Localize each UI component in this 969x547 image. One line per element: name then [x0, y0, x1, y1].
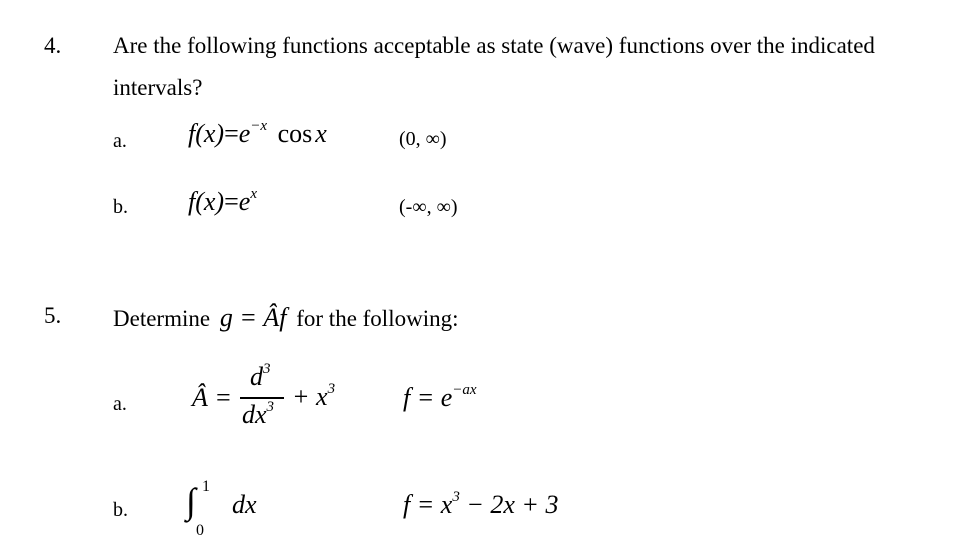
problem-5b-integral [186, 478, 226, 542]
problem-5-statement [113, 303, 458, 333]
problem-5-text-after: for the following: [296, 306, 459, 331]
problem-4a-interval: (0, ∞) [399, 128, 447, 150]
problem-5a-numerator-exp: 3 [263, 361, 271, 377]
problem-5b-upper-limit: 1 [202, 478, 210, 495]
problem-5a-fraction [240, 362, 284, 438]
problem-4a-trig: cos [277, 119, 313, 148]
problem-5b-f: $f = x^3 - 2x + 3$ [403, 489, 559, 519]
problem-4a-exponent: −x [250, 118, 268, 134]
problem-5a-operator: Â = [192, 383, 232, 412]
problem-4a-lhs: f(x) [188, 119, 225, 148]
problem-5a-label: a. [113, 393, 127, 415]
problem-4a-trig-arg: x [315, 119, 327, 148]
problem-4b-eq: = [224, 187, 239, 216]
problem-4a-label: a. [113, 130, 127, 152]
problem-4b-function [188, 187, 257, 217]
problem-4-question-line1: Are the following functions acceptable as state (wave) functions over the indicated [113, 33, 875, 58]
problem-5a-fraction-bar [240, 397, 284, 399]
problem-5a-denominator: $dx^3$ [242, 399, 275, 429]
problem-4b-lhs: f(x) [188, 187, 225, 216]
problem-4a-eq: = [224, 119, 239, 148]
problem-4b-label: b. [113, 196, 128, 218]
problem-5b-integrand: dx [232, 490, 257, 519]
problem-4b-exponent: x [250, 186, 257, 202]
problem-4b-base: e [238, 187, 251, 216]
problem-5b-f-rest: − 2x + 3 [459, 490, 559, 519]
integral-icon: ∫ [186, 481, 196, 521]
problem-4-number: 4. [44, 33, 62, 58]
problem-5a-numerator: $d^3$ [250, 361, 271, 391]
problem-5a-denominator-exp: 3 [266, 399, 275, 415]
problem-4a-function [188, 119, 327, 149]
problem-5a-f-exp: −ax [452, 382, 477, 398]
problem-5a-f: $f = e^{-ax}$ [403, 382, 477, 412]
problem-5a-plus-term: + $x^3$ [292, 381, 336, 411]
problem-5a-plus-term-exp: 3 [327, 381, 336, 397]
problem-5-number: 5. [44, 303, 62, 328]
problem-4a-base: e [238, 119, 251, 148]
problem-5-expression: g = Âf [219, 303, 287, 332]
problem-5-text-before: Determine [113, 306, 211, 331]
problem-5b-f-exp: 3 [452, 489, 460, 505]
problem-5b-lower-limit: 0 [196, 522, 204, 539]
problem-5b-label: b. [113, 499, 128, 521]
problem-4-question-line2: intervals? [113, 75, 203, 100]
problem-4b-interval: (-∞, ∞) [399, 196, 458, 218]
